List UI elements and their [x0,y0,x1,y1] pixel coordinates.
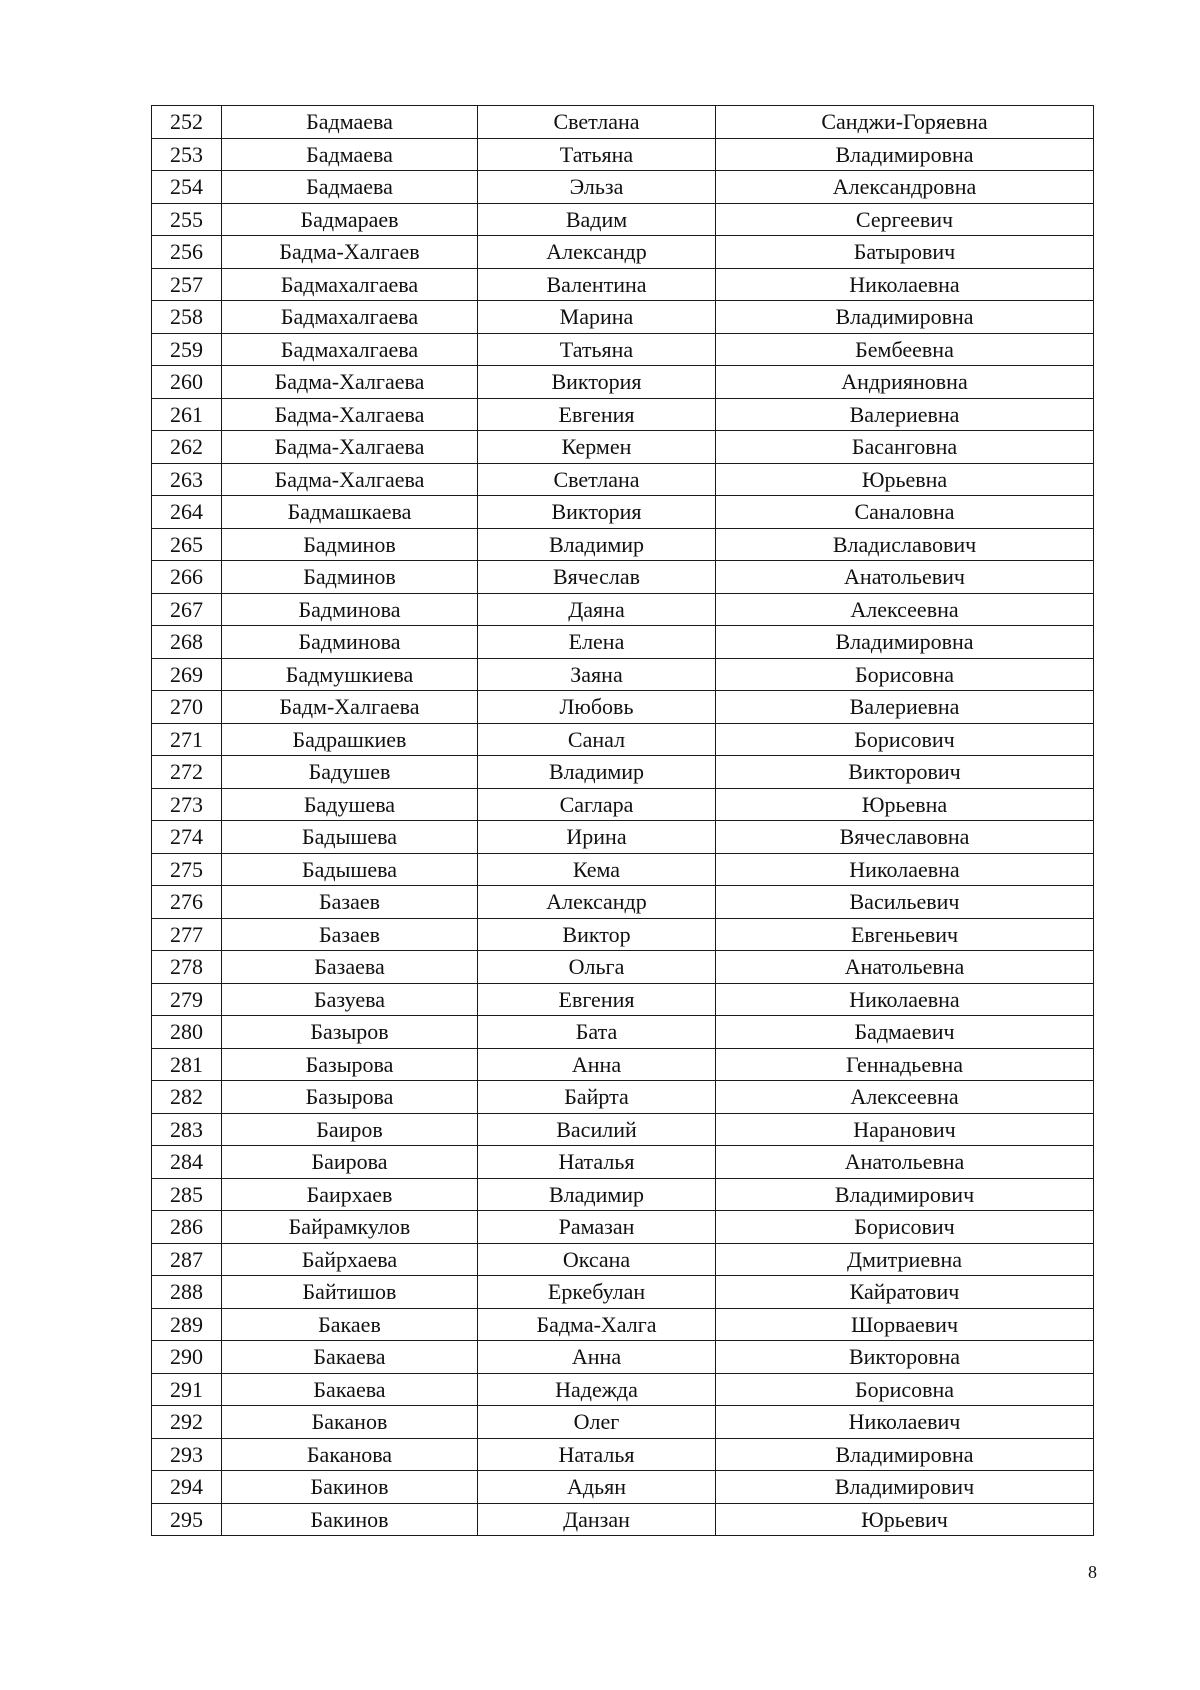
patronymic-cell: Борисовна [716,658,1094,691]
patronymic-cell: Викторовна [716,1341,1094,1374]
row-number-cell: 291 [152,1373,222,1406]
row-number-cell: 264 [152,496,222,529]
last-name-cell: Базуева [222,983,478,1016]
last-name-cell: Бакаева [222,1341,478,1374]
table-row [152,398,1094,431]
table-row [152,918,1094,951]
first-name-cell: Александр [478,886,716,919]
table-row [152,756,1094,789]
patronymic-cell: Сергеевич [716,203,1094,236]
last-name-cell: Бадма-Халгаева [222,398,478,431]
last-name-cell: Бадышева [222,853,478,886]
table-row [152,138,1094,171]
last-name-cell: Бадмахалгаева [222,268,478,301]
name-registry-table [151,105,1094,1536]
last-name-cell: Бадминов [222,528,478,561]
last-name-cell: Бадышева [222,821,478,854]
table-row [152,626,1094,659]
patronymic-cell: Алексеевна [716,1081,1094,1114]
first-name-cell: Анна [478,1341,716,1374]
last-name-cell: Бадрашкиев [222,723,478,756]
table-row [152,203,1094,236]
row-number-cell: 293 [152,1438,222,1471]
last-name-cell: Баиров [222,1113,478,1146]
last-name-cell: Бадма-Халгаев [222,236,478,269]
row-number-cell: 294 [152,1471,222,1504]
last-name-cell: Байтишов [222,1276,478,1309]
page-number: 8 [1088,1562,1097,1582]
first-name-cell: Данзан [478,1503,716,1536]
patronymic-cell: Валериевна [716,691,1094,724]
last-name-cell: Бакаев [222,1308,478,1341]
table-row [152,106,1094,139]
row-number-cell: 277 [152,918,222,951]
patronymic-cell: Васильевич [716,886,1094,919]
first-name-cell: Владимир [478,528,716,561]
table-row [152,1081,1094,1114]
first-name-cell: Татьяна [478,333,716,366]
row-number-cell: 271 [152,723,222,756]
last-name-cell: Бадушев [222,756,478,789]
table-row [152,1341,1094,1374]
patronymic-cell: Дмитриевна [716,1243,1094,1276]
row-number-cell: 265 [152,528,222,561]
table-row [152,1406,1094,1439]
patronymic-cell: Юрьевич [716,1503,1094,1536]
last-name-cell: Бадушева [222,788,478,821]
patronymic-cell: Юрьевна [716,788,1094,821]
table-row [152,1438,1094,1471]
first-name-cell: Татьяна [478,138,716,171]
patronymic-cell: Юрьевна [716,463,1094,496]
row-number-cell: 292 [152,1406,222,1439]
row-number-cell: 266 [152,561,222,594]
table-row [152,431,1094,464]
last-name-cell: Бадминова [222,593,478,626]
row-number-cell: 284 [152,1146,222,1179]
last-name-cell: Бадмахалгаева [222,333,478,366]
patronymic-cell: Шорваевич [716,1308,1094,1341]
first-name-cell: Еркебулан [478,1276,716,1309]
last-name-cell: Базаев [222,886,478,919]
table-row [152,951,1094,984]
table-row [152,691,1094,724]
first-name-cell: Виктория [478,496,716,529]
first-name-cell: Санал [478,723,716,756]
patronymic-cell: Николаевна [716,983,1094,1016]
last-name-cell: Байрхаева [222,1243,478,1276]
patronymic-cell: Владимирович [716,1178,1094,1211]
first-name-cell: Любовь [478,691,716,724]
table-row [152,853,1094,886]
table-row [152,1211,1094,1244]
first-name-cell: Валентина [478,268,716,301]
first-name-cell: Светлана [478,463,716,496]
first-name-cell: Заяна [478,658,716,691]
table-row [152,1471,1094,1504]
table-row [152,1373,1094,1406]
row-number-cell: 286 [152,1211,222,1244]
first-name-cell: Александр [478,236,716,269]
first-name-cell: Бата [478,1016,716,1049]
patronymic-cell: Александровна [716,171,1094,204]
row-number-cell: 280 [152,1016,222,1049]
patronymic-cell: Владимирович [716,1471,1094,1504]
patronymic-cell: Басанговна [716,431,1094,464]
row-number-cell: 276 [152,886,222,919]
row-number-cell: 288 [152,1276,222,1309]
first-name-cell: Оксана [478,1243,716,1276]
last-name-cell: Бадмаева [222,138,478,171]
row-number-cell: 263 [152,463,222,496]
first-name-cell: Светлана [478,106,716,139]
patronymic-cell: Борисович [716,1211,1094,1244]
table-row [152,366,1094,399]
last-name-cell: Базыров [222,1016,478,1049]
last-name-cell: Баирова [222,1146,478,1179]
row-number-cell: 295 [152,1503,222,1536]
table-row [152,1016,1094,1049]
last-name-cell: Бадма-Халгаева [222,431,478,464]
row-number-cell: 290 [152,1341,222,1374]
table-row [152,1178,1094,1211]
table-row [152,528,1094,561]
first-name-cell: Ольга [478,951,716,984]
table-row [152,593,1094,626]
last-name-cell: Байрамкулов [222,1211,478,1244]
first-name-cell: Саглара [478,788,716,821]
table-row [152,171,1094,204]
row-number-cell: 267 [152,593,222,626]
first-name-cell: Виктория [478,366,716,399]
table-row [152,463,1094,496]
row-number-cell: 273 [152,788,222,821]
patronymic-cell: Саналовна [716,496,1094,529]
table-row [152,1146,1094,1179]
row-number-cell: 270 [152,691,222,724]
first-name-cell: Евгения [478,398,716,431]
first-name-cell: Василий [478,1113,716,1146]
row-number-cell: 258 [152,301,222,334]
row-number-cell: 252 [152,106,222,139]
patronymic-cell: Николаевич [716,1406,1094,1439]
patronymic-cell: Евгеньевич [716,918,1094,951]
first-name-cell: Владимир [478,1178,716,1211]
patronymic-cell: Санджи-Горяевна [716,106,1094,139]
first-name-cell: Бадма-Халга [478,1308,716,1341]
first-name-cell: Кема [478,853,716,886]
patronymic-cell: Викторович [716,756,1094,789]
row-number-cell: 281 [152,1048,222,1081]
first-name-cell: Даяна [478,593,716,626]
first-name-cell: Евгения [478,983,716,1016]
first-name-cell: Елена [478,626,716,659]
table-row [152,658,1094,691]
last-name-cell: Бакинов [222,1471,478,1504]
table-row [152,1243,1094,1276]
patronymic-cell: Кайратович [716,1276,1094,1309]
last-name-cell: Бадмашкаева [222,496,478,529]
patronymic-cell: Борисович [716,723,1094,756]
table-row [152,788,1094,821]
table-row [152,1276,1094,1309]
patronymic-cell: Владимировна [716,138,1094,171]
patronymic-cell: Валериевна [716,398,1094,431]
patronymic-cell: Борисовна [716,1373,1094,1406]
row-number-cell: 275 [152,853,222,886]
last-name-cell: Бадмаева [222,171,478,204]
row-number-cell: 256 [152,236,222,269]
table-row [152,301,1094,334]
first-name-cell: Рамазан [478,1211,716,1244]
table-row [152,886,1094,919]
patronymic-cell: Вячеславовна [716,821,1094,854]
row-number-cell: 253 [152,138,222,171]
table-row [152,333,1094,366]
last-name-cell: Бадм-Халгаева [222,691,478,724]
table-row [152,1113,1094,1146]
table-row [152,561,1094,594]
table-row [152,496,1094,529]
patronymic-cell: Алексеевна [716,593,1094,626]
last-name-cell: Бадма-Халгаева [222,463,478,496]
registry-table-body [152,106,1094,1536]
first-name-cell: Олег [478,1406,716,1439]
patronymic-cell: Андрияновна [716,366,1094,399]
patronymic-cell: Анатольевна [716,951,1094,984]
row-number-cell: 257 [152,268,222,301]
first-name-cell: Надежда [478,1373,716,1406]
row-number-cell: 261 [152,398,222,431]
last-name-cell: Бадмараев [222,203,478,236]
patronymic-cell: Бадмаевич [716,1016,1094,1049]
first-name-cell: Наталья [478,1146,716,1179]
first-name-cell: Адьян [478,1471,716,1504]
row-number-cell: 279 [152,983,222,1016]
last-name-cell: Бадминова [222,626,478,659]
row-number-cell: 254 [152,171,222,204]
patronymic-cell: Николаевна [716,268,1094,301]
last-name-cell: Бадмушкиева [222,658,478,691]
last-name-cell: Баирхаев [222,1178,478,1211]
table-row [152,1503,1094,1536]
first-name-cell: Владимир [478,756,716,789]
table-row [152,268,1094,301]
row-number-cell: 255 [152,203,222,236]
patronymic-cell: Бембеевна [716,333,1094,366]
row-number-cell: 272 [152,756,222,789]
last-name-cell: Бадминов [222,561,478,594]
patronymic-cell: Анатольевна [716,1146,1094,1179]
row-number-cell: 283 [152,1113,222,1146]
row-number-cell: 260 [152,366,222,399]
last-name-cell: Базырова [222,1081,478,1114]
row-number-cell: 287 [152,1243,222,1276]
last-name-cell: Базаева [222,951,478,984]
table-row [152,723,1094,756]
last-name-cell: Базырова [222,1048,478,1081]
row-number-cell: 274 [152,821,222,854]
patronymic-cell: Владимировна [716,1438,1094,1471]
row-number-cell: 262 [152,431,222,464]
first-name-cell: Анна [478,1048,716,1081]
last-name-cell: Бадмаева [222,106,478,139]
last-name-cell: Баканов [222,1406,478,1439]
row-number-cell: 285 [152,1178,222,1211]
row-number-cell: 269 [152,658,222,691]
row-number-cell: 289 [152,1308,222,1341]
first-name-cell: Вячеслав [478,561,716,594]
patronymic-cell: Владиславович [716,528,1094,561]
row-number-cell: 259 [152,333,222,366]
first-name-cell: Эльза [478,171,716,204]
last-name-cell: Бакаева [222,1373,478,1406]
patronymic-cell: Геннадьевна [716,1048,1094,1081]
last-name-cell: Баканова [222,1438,478,1471]
patronymic-cell: Наранович [716,1113,1094,1146]
patronymic-cell: Владимировна [716,626,1094,659]
last-name-cell: Бакинов [222,1503,478,1536]
first-name-cell: Виктор [478,918,716,951]
row-number-cell: 278 [152,951,222,984]
last-name-cell: Базаев [222,918,478,951]
row-number-cell: 282 [152,1081,222,1114]
patronymic-cell: Анатольевич [716,561,1094,594]
patronymic-cell: Батырович [716,236,1094,269]
first-name-cell: Кермен [478,431,716,464]
table-row [152,1308,1094,1341]
table-row [152,236,1094,269]
first-name-cell: Вадим [478,203,716,236]
first-name-cell: Ирина [478,821,716,854]
table-row [152,1048,1094,1081]
table-row [152,983,1094,1016]
table-row [152,821,1094,854]
row-number-cell: 268 [152,626,222,659]
last-name-cell: Бадмахалгаева [222,301,478,334]
patronymic-cell: Владимировна [716,301,1094,334]
last-name-cell: Бадма-Халгаева [222,366,478,399]
first-name-cell: Байрта [478,1081,716,1114]
first-name-cell: Наталья [478,1438,716,1471]
first-name-cell: Марина [478,301,716,334]
patronymic-cell: Николаевна [716,853,1094,886]
